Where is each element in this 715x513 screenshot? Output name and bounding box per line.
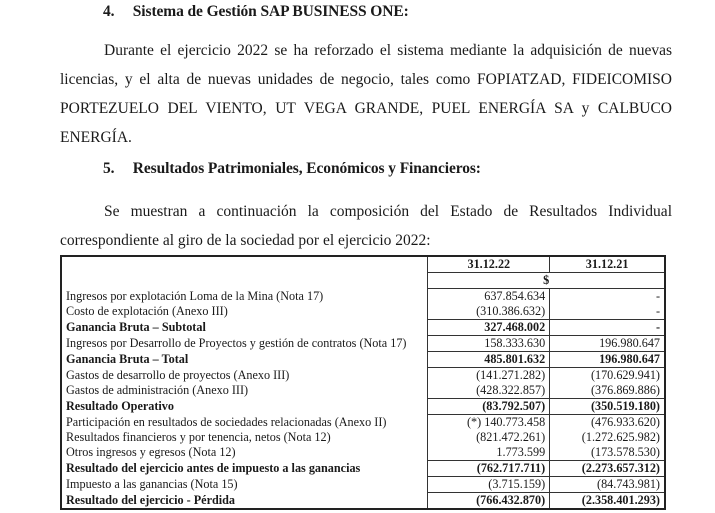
row-label: Otros ingresos y egresos (Nota 12) [66,445,236,460]
value-2022: (310.386.632) [428,304,550,320]
section-4-heading [103,3,409,21]
row-label: Ingresos por Desarrollo de Proyectos y gestión de contratos (Nota 17) [66,336,407,350]
row-label: Impuesto a las ganancias (Nota 15) [66,477,238,491]
section-5-heading [103,160,481,178]
table-row [61,320,665,336]
section-5-number: 5. [103,160,115,177]
table-row [61,415,665,431]
value-2021: (376.869.886) [550,383,665,399]
value-2021: (84.743.981) [550,477,665,493]
header-empty-cell [61,256,428,273]
section-4-paragraph: Durante el ejercicio 2022 se ha reforzado el sistema mediante la adquisición de nuevas licencias, y el alta de nuevas unidades de negocio, tales como FOPIATZAD, FIDEICOMISO PORTEZUELO DEL VIENTO, UT VEGA GRANDE, PUEL ENERGÍA SA y CALBUCO ENERGÍA. [60,42,672,146]
row-label: Resultado del ejercicio antes de impuesto a las ganancias [66,461,361,475]
currency-row [61,273,665,289]
value-2021: - [550,289,665,305]
table-row [61,304,665,320]
value-2022: (766.432.870) [428,493,550,510]
value-2022: (762.717.711) [428,461,550,477]
value-2021: (350.519.180) [550,399,665,415]
currency-label: $ [428,273,665,289]
row-label: Ganancia Bruta – Subtotal [66,320,206,334]
value-2021: - [550,304,665,320]
row-label: Ingresos por explotación Loma de la Mina (Nota 17) [66,288,324,303]
row-label: Resultados financieros y por tenencia, netos (Nota 12) [66,430,331,444]
column-header-2021: 31.12.21 [550,256,665,273]
table-header-row [61,256,665,273]
section-5-title: Resultados Patrimoniales, Económicos y Financieros: [132,160,481,177]
value-2022: 485.801.632 [428,352,550,368]
row-label: Gastos de administración (Anexo III) [66,383,249,398]
value-2021: - [550,320,665,336]
table-row [61,289,665,305]
value-2021: (1.272.625.982) [550,430,665,445]
value-2022: (141.271.282) [428,368,550,384]
table-row [61,430,665,445]
row-label: Participación en resultados de sociedades relacionadas (Anexo II) [66,414,387,429]
table-row [61,445,665,461]
section-4-number: 4. [103,3,115,20]
section-5-paragraph: Se muestran a continuación la composición del Estado de Resultados Individual correspondiente al giro de la sociedad por el ejercicio 2022: [60,203,672,249]
section-5-paragraph-block [60,197,672,255]
column-header-2022: 31.12.22 [428,256,550,273]
value-2021: (173.578.530) [550,445,665,461]
value-2022: 1.773.599 [428,445,550,461]
value-2022: (3.715.159) [428,477,550,493]
table-row [61,383,665,399]
value-2021: 196.980.647 [550,336,665,352]
table-row [61,399,665,415]
row-label: Resultado Operativo [66,399,174,413]
value-2022: (428.322.857) [428,383,550,399]
value-2021: (170.629.941) [550,368,665,384]
income-statement-table [60,255,666,510]
value-2022: (83.792.507) [428,399,550,415]
table-row [61,461,665,477]
row-label: Costo de explotación (Anexo III) [66,304,228,319]
row-label: Resultado del ejercicio - Pérdida [66,492,236,507]
value-2021: (476.933.620) [550,415,665,431]
value-2022: 637.854.634 [428,289,550,305]
row-label: Ganancia Bruta – Total [66,352,189,366]
value-2021: (2.273.657.312) [550,461,665,477]
table-row [61,493,665,510]
value-2022: (821.472.261) [428,430,550,445]
value-2022: (*) 140.773.458 [428,415,550,431]
value-2022: 158.333.630 [428,336,550,352]
value-2022: 327.468.002 [428,320,550,336]
currency-empty-cell [61,273,428,289]
table-row [61,336,665,352]
table-row [61,477,665,493]
section-4-title: Sistema de Gestión SAP BUSINESS ONE: [132,3,409,20]
table-row [61,368,665,384]
value-2021: (2.358.401.293) [550,493,665,510]
value-2021: 196.980.647 [550,352,665,368]
section-4-paragraph-block [60,36,672,152]
row-label: Gastos de desarrollo de proyectos (Anexo III) [66,367,290,382]
table-row [61,352,665,368]
